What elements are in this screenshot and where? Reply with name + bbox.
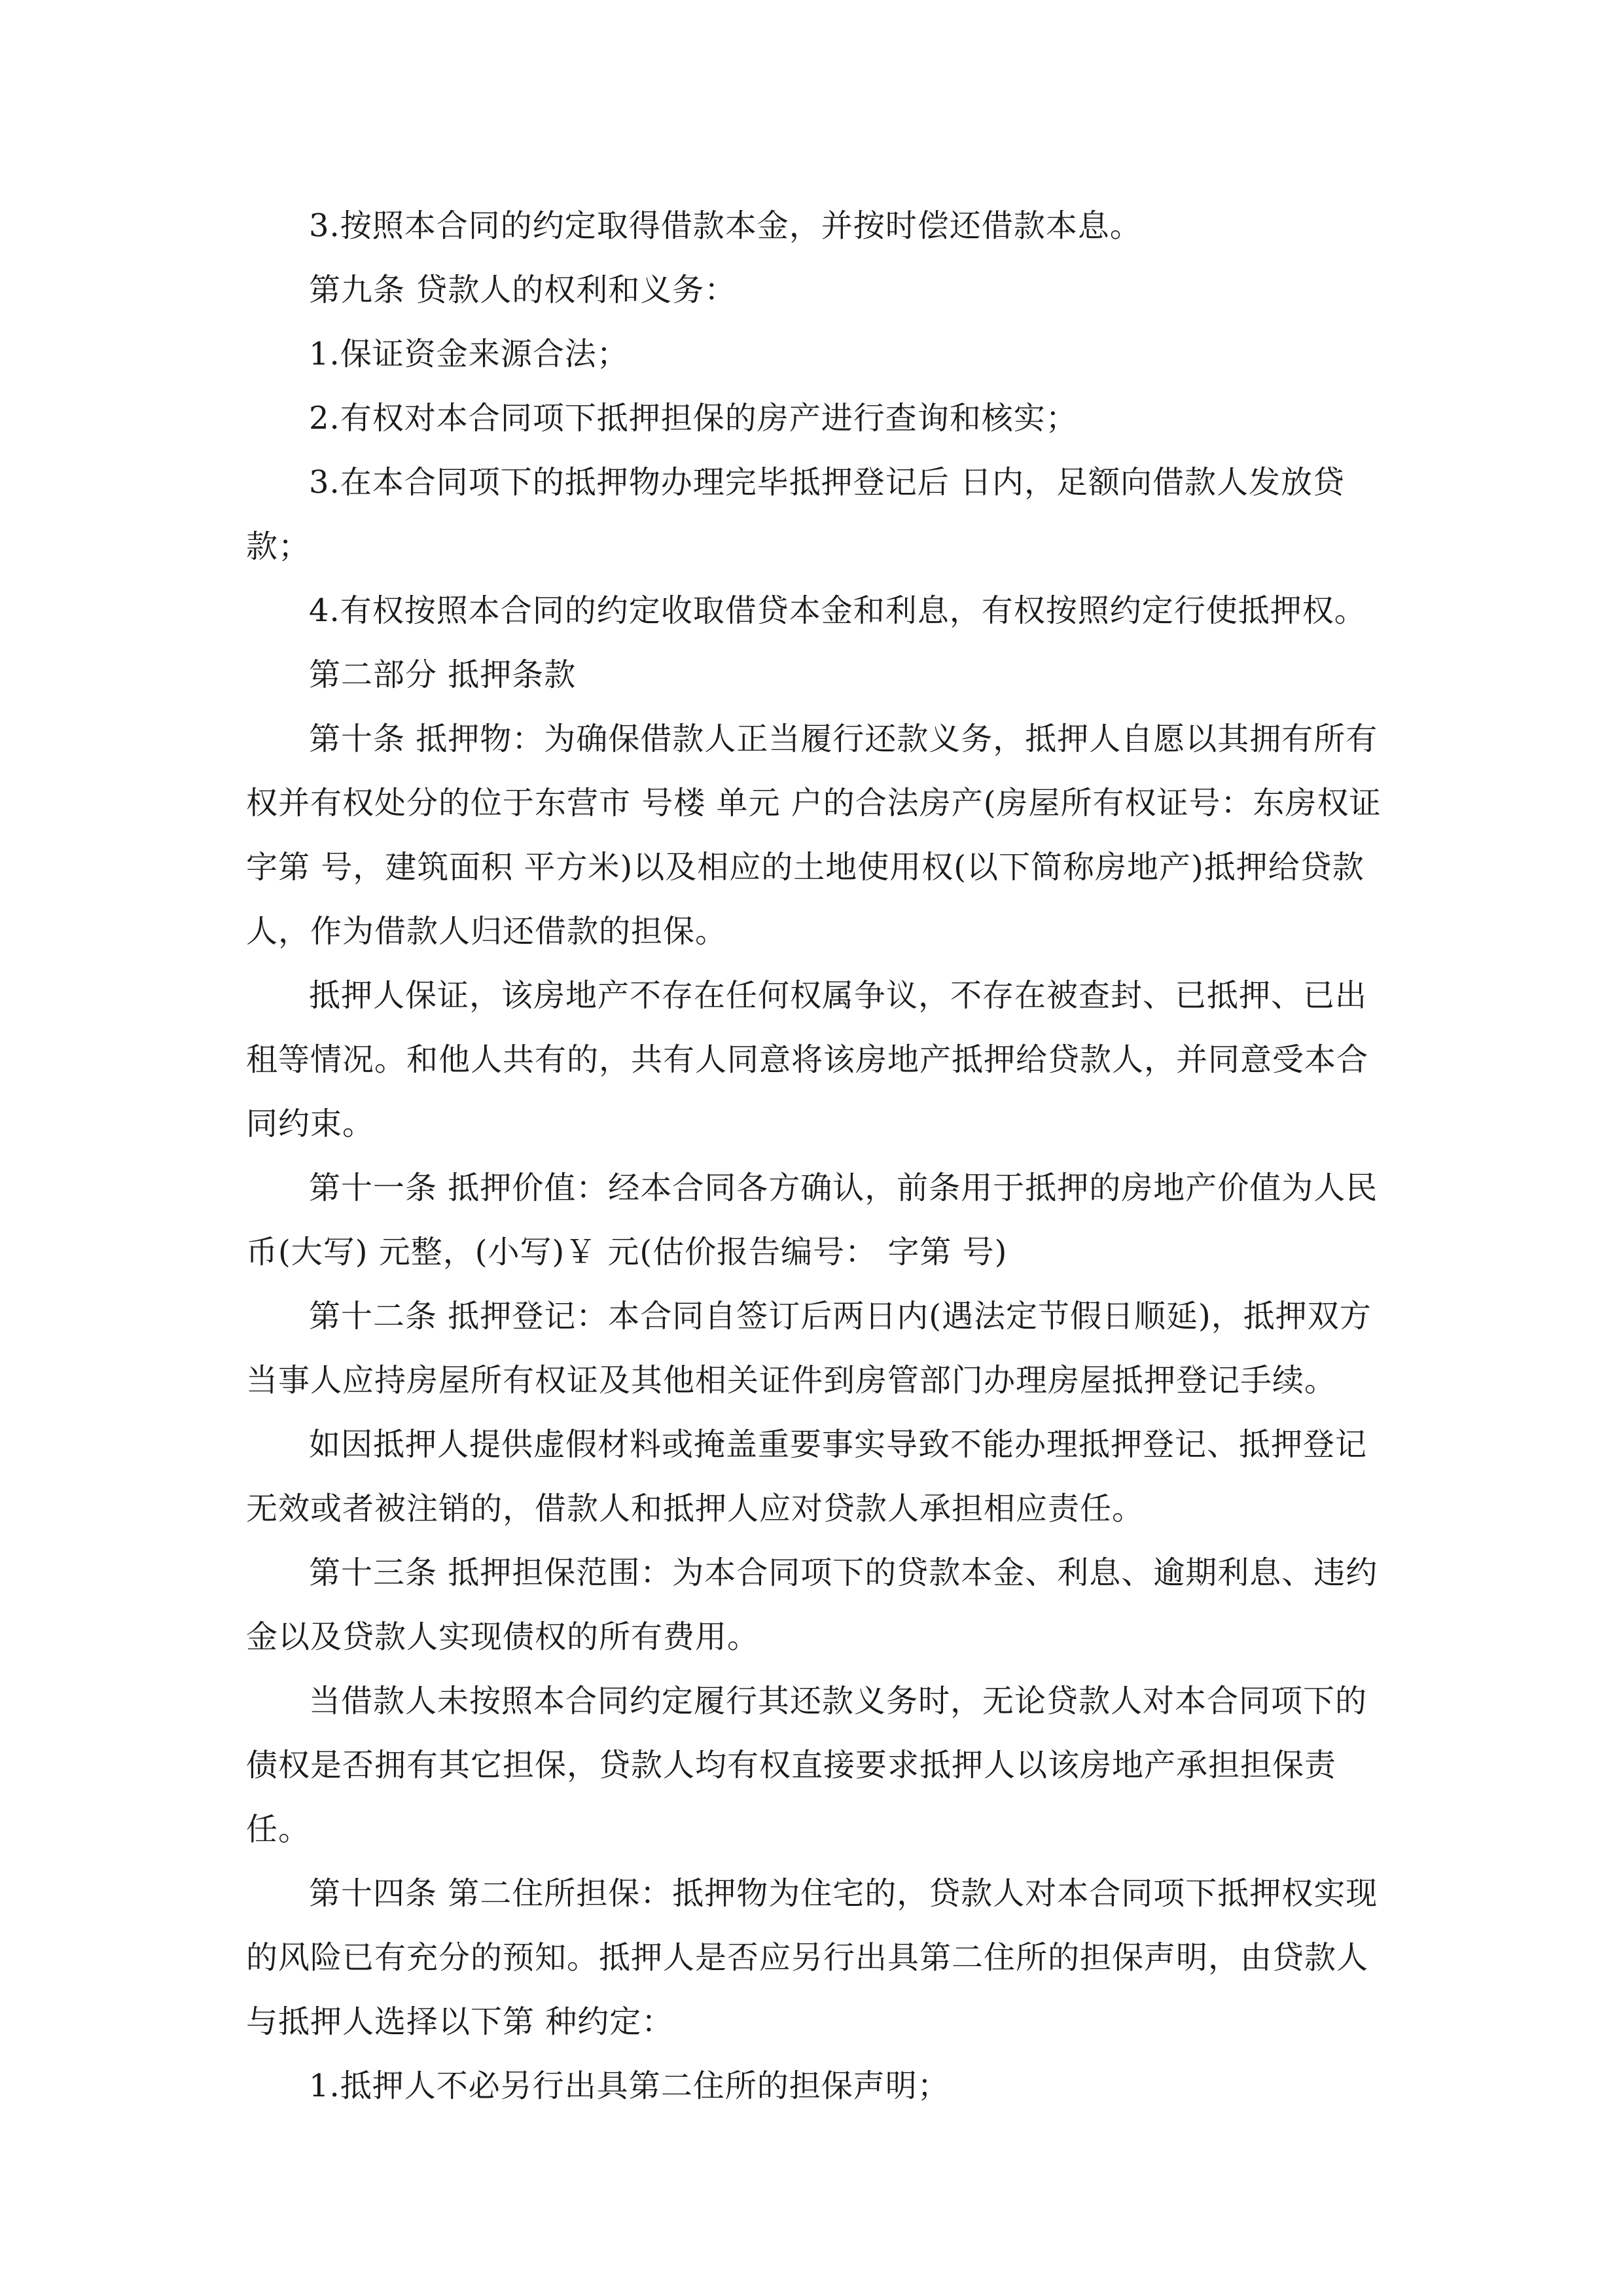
paragraph-article-12: 第十二条 抵押登记：本合同自签订后两日内(遇法定节假日顺延)，抵押双方当事人应持房屋所有权证及其他相关证件到房管部门办理房屋抵押登记手续。 (246, 1298, 1372, 1399)
paragraph-article-9-item-2: 2.有权对本合同项下抵押担保的房产进行查询和核实； (309, 400, 1078, 437)
paragraph-article-9-item-3: 3.在本合同项下的抵押物办理完毕抵押登记后 日内，足额向借款人发放贷款； (246, 464, 1346, 565)
section-heading-part-2: 第二部分 抵押条款 (309, 656, 577, 693)
paragraph-false-materials: 如因抵押人提供虚假材料或掩盖重要事实导致不能办理抵押登记、抵押登记无效或者被注销的，借款人和抵押人应对贷款人承担相应责任。 (246, 1426, 1368, 1527)
paragraph-article-13: 第十三条 抵押担保范围：为本合同项下的贷款本金、利息、逾期利息、违约金以及贷款人实现债权的所有费用。 (246, 1554, 1378, 1655)
paragraph-article-9-item-1: 1.保证资金来源合法； (309, 336, 629, 372)
paragraph-borrower-default: 当借款人未按照本合同约定履行其还款义务时，无论贷款人对本合同项下的债权是否拥有其它担保，贷款人均有权直接要求抵押人以该房地产承担担保责任。 (246, 1683, 1368, 1848)
paragraph-mortgagor-guarantee: 抵押人保证，该房地产不存在任何权属争议，不存在被查封、已抵押、已出租等情况。和他人共有的，共有人同意将该房地产抵押给贷款人，并同意受本合同约束。 (246, 977, 1369, 1142)
document-body (246, 194, 1385, 2118)
paragraph-article-14-item-1: 1.抵押人不必另行出具第二住所的担保声明； (309, 2068, 950, 2104)
paragraph-clause-8-item-3: 3.按照本合同的约定取得借款本金，并按时偿还借款本息。 (309, 207, 1142, 244)
paragraph-article-10: 第十条 抵押物：为确保借款人正当履行还款义务，抵押人自愿以其拥有所有权并有权处分的位于东营市 号楼 单元 户的合法房产(房屋所有权证号：东房权证 字第 号，建筑面积 平方米)以及相应的土地使用权(以下简称房地产)抵押给贷款人，作为借款人归还借款的担保。 (246, 721, 1382, 950)
paragraph-article-14: 第十四条 第二住所担保：抵押物为住宅的，贷款人对本合同项下抵押权实现的风险已有充分的预知。抵押人是否应另行出具第二住所的担保声明，由贷款人与抵押人选择以下第 种约定： (246, 1875, 1378, 2040)
paragraph-article-9-item-4: 4.有权按照本合同的约定收取借贷本金和利息，有权按照约定行使抵押权。 (309, 592, 1366, 629)
paragraph-article-9-heading: 第九条 贷款人的权利和义务： (309, 272, 737, 308)
paragraph-article-11: 第十一条 抵押价值：经本合同各方确认，前条用于抵押的房地产价值为人民币(大写) 元整，(小写)￥ 元(估价报告编号： 字第 号) (246, 1170, 1378, 1270)
